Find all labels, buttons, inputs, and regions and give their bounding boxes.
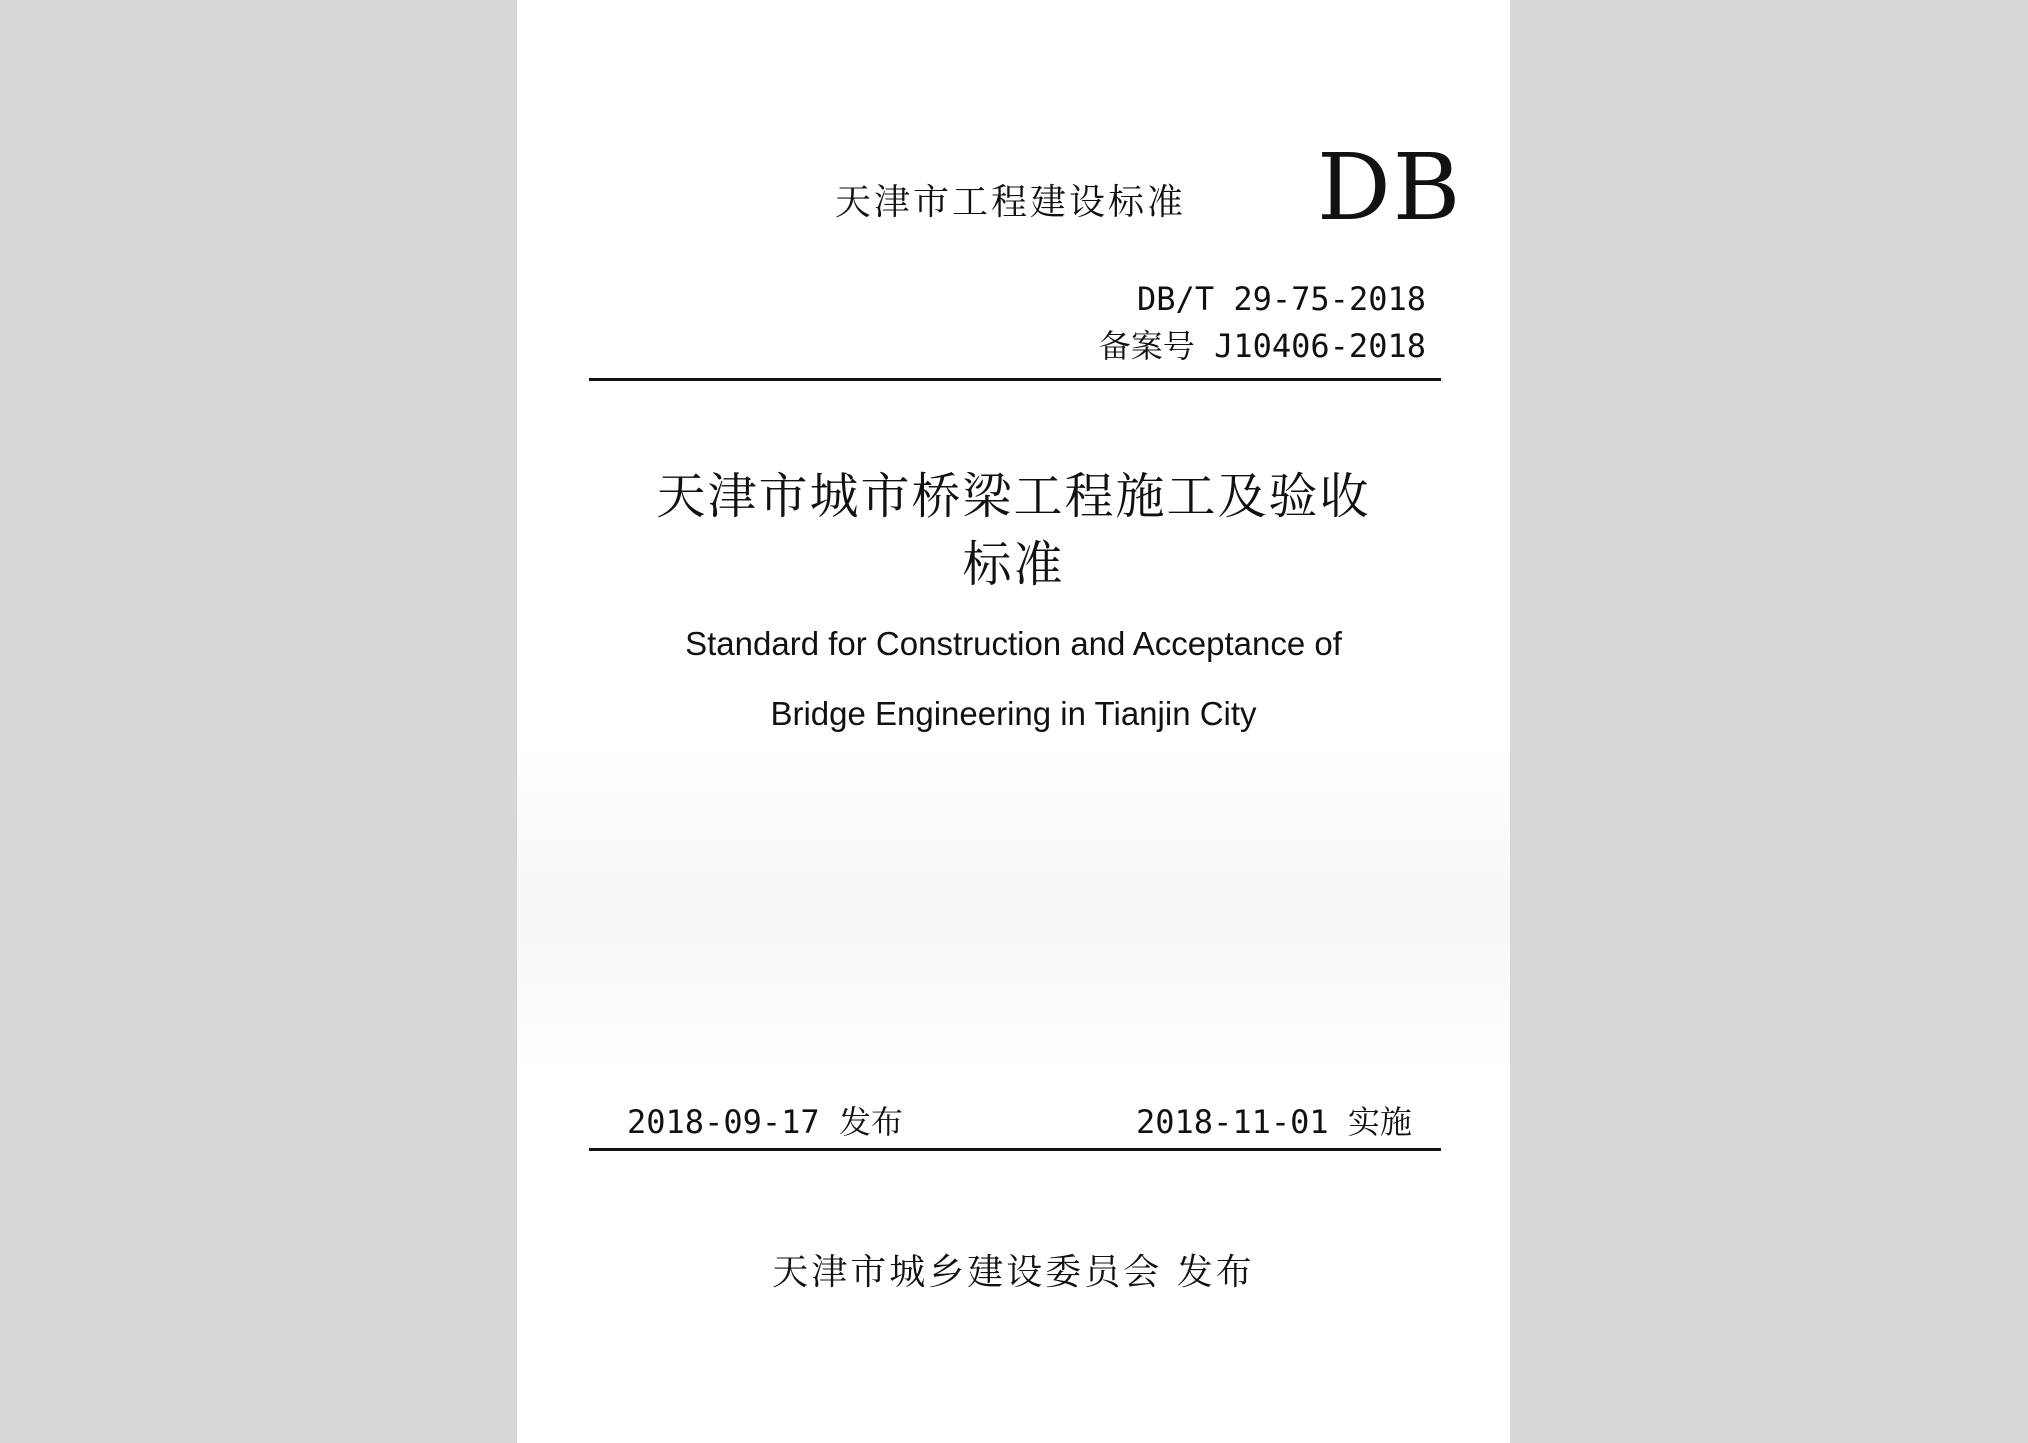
- db-standard-mark: DB: [1317, 134, 1463, 241]
- top-divider: [589, 378, 1441, 381]
- standard-category: 天津市工程建设标准: [835, 182, 1187, 223]
- standard-number: DB/T 29-75-2018: [1137, 280, 1426, 318]
- document-cover-page: [517, 0, 1510, 1443]
- chinese-title-line-1: 天津市城市桥梁工程施工及验收: [656, 468, 1371, 525]
- english-title-line-1: Standard for Construction and Acceptance of: [685, 625, 1342, 662]
- bottom-divider: [589, 1148, 1441, 1151]
- record-number: 备案号 J10406-2018: [1098, 327, 1426, 365]
- publisher: 天津市城乡建设委员会 发布: [772, 1252, 1255, 1293]
- page-shade: [517, 745, 1510, 1075]
- issue-date: 2018-09-17 发布: [627, 1103, 903, 1141]
- chinese-title-line-2: 标准: [962, 536, 1065, 593]
- effective-date: 2018-11-01 实施: [1136, 1103, 1412, 1141]
- english-title-line-2: Bridge Engineering in Tianjin City: [770, 695, 1257, 732]
